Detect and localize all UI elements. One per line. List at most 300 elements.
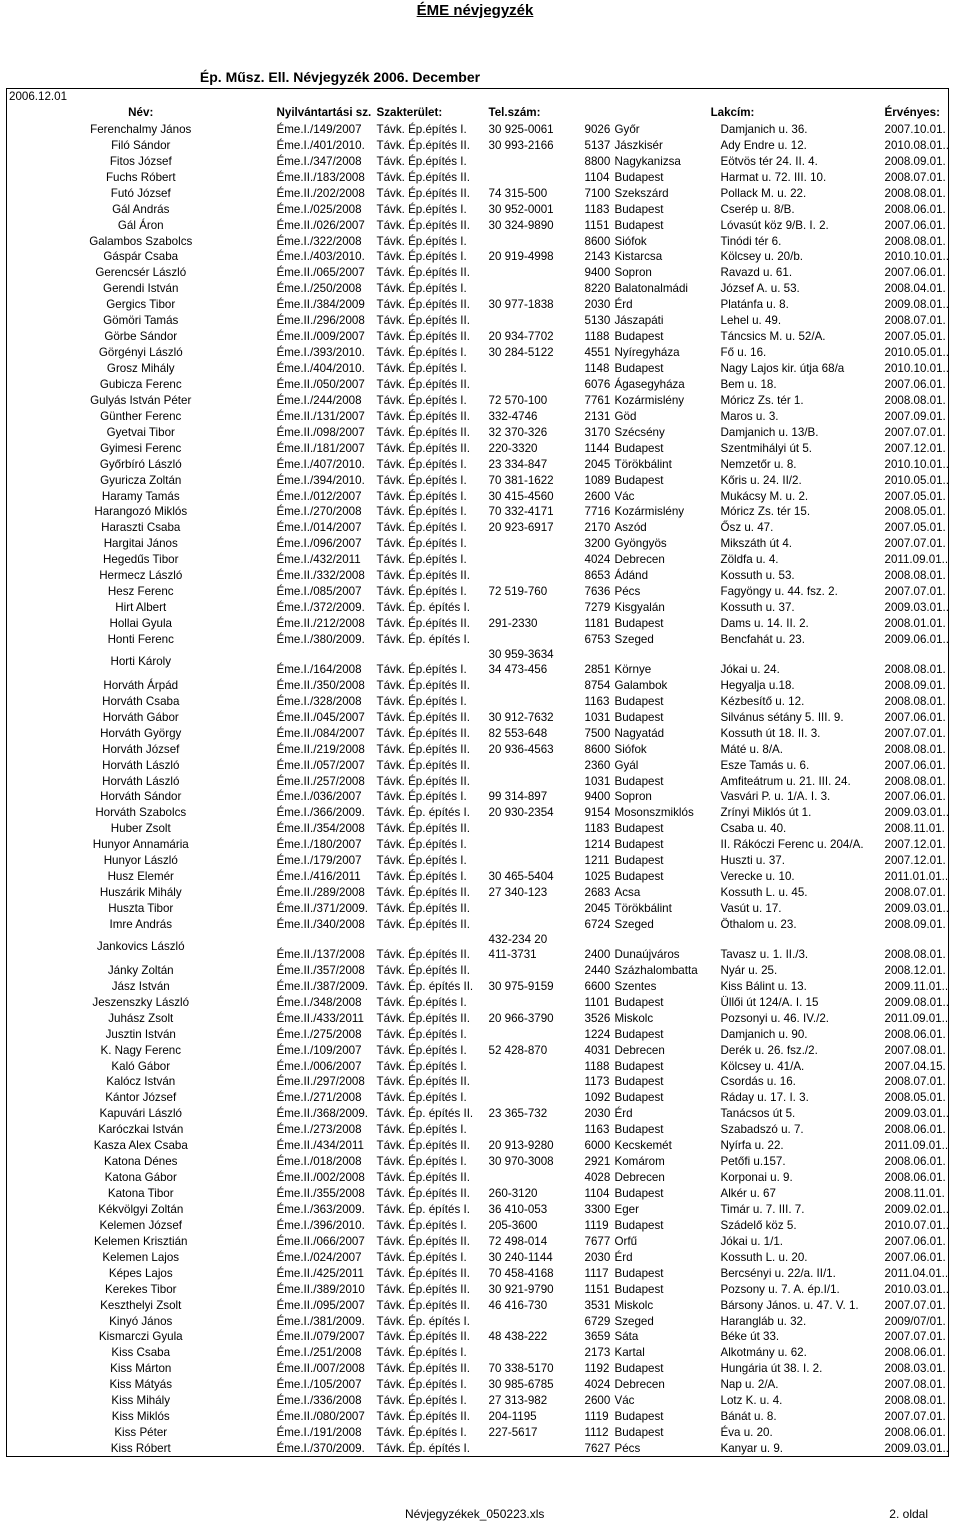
phone-number (487, 962, 583, 978)
person-name: Jász István (111, 979, 170, 993)
table-row (7, 1137, 949, 1153)
person-name: Gál Áron (117, 218, 164, 232)
specialty: Távk. Ép.építés II. (376, 1075, 470, 1089)
postal-code: 6724 (584, 917, 611, 931)
valid-until: 2009.08.01.. (884, 298, 949, 312)
person-name: Győrbíró László (99, 457, 182, 471)
registry-number: Éme.I./018/2008 (276, 1155, 362, 1169)
valid-until: 2009.03.01.. (884, 902, 949, 915)
city: Budapest (614, 774, 664, 788)
street-address: Nyár u. 25. (720, 963, 778, 977)
person-name: Hermecz László (99, 569, 183, 583)
city: Eger (614, 1202, 639, 1216)
street-address: Harmat u. 72. III. 10. (720, 170, 827, 184)
phone-number: 32 370-326 (488, 425, 548, 439)
phone-number: 30 985-6785 (488, 1378, 554, 1392)
valid-until: 2008.09.01. (884, 678, 946, 692)
street-address: Petőfi u.157. (720, 1155, 786, 1169)
valid-until: 2007.05.01. (884, 521, 946, 535)
phone-number (487, 264, 583, 280)
phone-number: 260-3120 (488, 1187, 538, 1200)
table-row (7, 820, 949, 836)
person-name: Gerendi István (103, 282, 179, 296)
phone-number: 30 240-1144 (488, 1250, 553, 1264)
phone-number: 27 313-982 (488, 1394, 548, 1408)
specialty: Távk. Ép.építés II. (376, 710, 470, 724)
table-row (7, 1281, 949, 1297)
person-name: Fuchs Róbert (105, 170, 176, 184)
street-address: Vasút u. 17. (720, 902, 782, 915)
phone-number: 99 314-897 (488, 790, 548, 804)
phone-number (487, 360, 583, 376)
specialty: Távk. Ép.építés II. (376, 617, 470, 630)
person-name: Horváth Sándor (100, 790, 182, 804)
table-row (7, 424, 949, 440)
city: Debrecen (614, 1378, 665, 1392)
city: Budapest (614, 710, 664, 724)
street-address: Szentmihályi út 5. (720, 441, 813, 455)
phone-number (487, 1074, 583, 1090)
street-address: Eötvös tér 24. II. 4. (720, 154, 818, 168)
valid-until: 2007.10.01. (884, 122, 946, 136)
valid-until: 2011.01.01.. (884, 870, 949, 884)
city: Budapest (614, 617, 664, 630)
person-name: Gömöri Tamás (103, 314, 179, 328)
city: Budapest (614, 854, 664, 868)
table-row (7, 1169, 949, 1185)
postal-code: 1224 (584, 1027, 611, 1041)
person-name: Jeszenszky László (92, 995, 190, 1009)
street-address: Móricz Zs. tér 1. (720, 393, 804, 407)
phone-number: 20 919-4998 (488, 250, 554, 264)
postal-code: 7279 (584, 601, 611, 615)
phone-number: 30 975-9159 (488, 979, 554, 993)
postal-code: 1089 (584, 473, 611, 487)
registry-number: Éme.II./131/2007 (276, 409, 365, 423)
person-name: Imre András (109, 917, 172, 931)
postal-code: 8220 (584, 282, 611, 296)
city: Siófok (614, 234, 647, 248)
city: Kozármislény (614, 393, 685, 407)
specialty: Távk. Ép.építés I. (376, 995, 467, 1009)
specialty: Távk. Ép.építés I. (376, 1091, 467, 1105)
person-name: Gerencsér László (95, 266, 187, 280)
valid-until: 2008.04.01. (884, 282, 946, 296)
registry-number: Éme.I./036/2007 (276, 790, 362, 804)
city: Budapest (614, 362, 664, 375)
person-name: Harangozó Miklós (94, 505, 188, 519)
street-address: Jókai u. 1/1. (720, 1234, 784, 1248)
registry-number: Éme.I./322/2008 (276, 234, 362, 248)
registry-number: Éme.I./407/2010. (276, 457, 365, 471)
phone-number (487, 852, 583, 868)
specialty: Távk. Ép.építés II. (376, 1298, 470, 1312)
table-row (7, 709, 949, 725)
specialty: Távk. Ép.építés I. (376, 1346, 467, 1360)
person-name: Kaló Gábor (111, 1059, 171, 1073)
street-address: Damjanich u. 90. (720, 1027, 808, 1041)
street-address: Verecke u. 10. (720, 870, 795, 884)
city: Sopron (614, 266, 652, 280)
person-name: Hargitai János (103, 537, 178, 551)
phone-number: 70 458-4168 (488, 1266, 554, 1280)
table-row (7, 153, 949, 169)
valid-until: 2007.07.01. (884, 585, 946, 599)
registry-number: Éme.I./275/2008 (276, 1027, 362, 1041)
phone-number: 205-3600 (488, 1218, 538, 1232)
postal-code: 7627 (584, 1442, 611, 1455)
registry-number: Éme.I./164/2008 (276, 662, 362, 676)
street-address: Ady Endre u. 12. (720, 138, 807, 152)
specialty: Távk. Ép.építés II. (376, 441, 470, 455)
specialty: Távk. Ép.építés II. (376, 1282, 470, 1296)
street-address: Kölcsey u. 20/b. (720, 250, 803, 264)
specialty: Távk. Ép.építés II. (376, 138, 470, 152)
table-row (7, 551, 949, 567)
phone-number (487, 820, 583, 836)
phone-number (487, 1344, 583, 1360)
specialty: Távk. Ép.építés I. (376, 854, 467, 868)
specialty: Távk. Ép.építés II. (376, 298, 470, 312)
postal-code: 7500 (584, 726, 611, 740)
table-row (7, 647, 949, 677)
street-address: Damjanich u. 36. (720, 122, 808, 136)
street-address: Csaba u. 40. (720, 822, 787, 836)
person-name: Kántor József (105, 1091, 177, 1105)
registry-number: Éme.II./095/2007 (276, 1298, 365, 1312)
person-name: Gáspár Csaba (103, 250, 179, 264)
street-address: Korponai u. 9. (720, 1171, 793, 1185)
postal-code: 9400 (584, 266, 611, 280)
phone-number (487, 567, 583, 583)
postal-code: 2173 (584, 1346, 611, 1360)
phone-number (487, 1089, 583, 1105)
street-address: Kölcsey u. 41/A. (720, 1059, 805, 1073)
table-row (7, 741, 949, 757)
city: Siófok (614, 742, 647, 756)
city: Sáta (614, 1330, 639, 1344)
phone-number (487, 1121, 583, 1137)
registry-table (6, 88, 949, 1457)
registry-number: Éme.I./393/2010. (276, 346, 365, 360)
street-address: Pozsony u. 7. A. ép.I/1. (720, 1282, 840, 1296)
phone-number: 30 415-4560 (488, 489, 554, 503)
specialty: Távk. Ép.építés I. (376, 1027, 467, 1041)
table-row (7, 962, 949, 978)
phone-number: 20 930-2354 (488, 806, 554, 820)
street-address: Derék u. 26. fsz./2. (720, 1043, 818, 1057)
postal-code: 2921 (584, 1155, 611, 1169)
postal-code: 4024 (584, 1378, 611, 1392)
valid-until: 2009.06.01.. (884, 632, 949, 646)
city: Budapest (614, 822, 664, 836)
table-row (7, 392, 949, 408)
specialty: Távk. Ép.építés I. (376, 1155, 467, 1169)
valid-until: 2007.05.01. (884, 330, 946, 344)
street-address: Táncsics M. u. 52/A. (720, 330, 826, 344)
registry-number: Éme.II./045/2007 (276, 710, 365, 724)
table-row (7, 1408, 949, 1424)
table-row (7, 693, 949, 709)
street-address: Kossuth L. u. 45. (720, 886, 808, 900)
person-name: Ferenchalmy János (90, 122, 192, 136)
street-address: Huszti u. 37. (720, 854, 785, 868)
header-row (7, 89, 949, 106)
street-address: Bencfahát u. 23. (720, 632, 805, 646)
specialty: Távk. Ép.építés II. (376, 758, 470, 772)
valid-until: 2008.06.01. (884, 1171, 946, 1185)
postal-code: 8600 (584, 742, 611, 756)
street-address: Silvánus sétány 5. III. 9. (720, 710, 844, 724)
phone-number (487, 631, 583, 647)
header-valid: Érvényes: (884, 106, 940, 119)
registry-number: Éme.I./336/2008 (276, 1394, 362, 1408)
valid-until: 2009.11.01.. (884, 979, 949, 993)
street-address: Dams u. 14. II. 2. (720, 617, 809, 630)
specialty: Távk. Ép.építés I. (376, 122, 467, 136)
street-address: Mikszáth út 4. (720, 537, 793, 551)
phone-number (487, 1058, 583, 1074)
phone-number: 82 553-648 (488, 726, 548, 740)
registry-number: Éme.II./002/2008 (276, 1171, 365, 1185)
specialty: Távk. Ép.építés I. (376, 362, 467, 375)
postal-code: 6729 (584, 1314, 611, 1328)
table-row (7, 264, 949, 280)
phone-number: 36 410-053 (488, 1202, 548, 1216)
phone-number: 30 925-0061 (488, 122, 554, 136)
valid-until: 2008.07.01. (884, 314, 946, 328)
street-address: Platánfa u. 8. (720, 298, 789, 312)
phone-number: 30 952-0001 (488, 202, 554, 216)
valid-until: 2010.07.01.. (884, 1218, 949, 1232)
table-row (7, 344, 949, 360)
postal-code: 2030 (584, 1107, 611, 1121)
street-address: Timár u. 7. III. 7. (720, 1202, 805, 1216)
city: Nagyatád (614, 726, 665, 740)
person-name: Horváth József (102, 742, 180, 756)
city: Balatonalmádi (614, 282, 688, 296)
specialty: Távk. Ép.építés II. (376, 1234, 470, 1248)
street-address: Szabadszó u. 7. (720, 1123, 804, 1137)
specialty: Távk. Ép.építés II. (376, 218, 470, 232)
person-name: Jankovics László (96, 940, 185, 954)
postal-code: 1188 (584, 1059, 610, 1073)
postal-code: 9400 (584, 790, 611, 804)
registry-number: Éme.I./366/2009. (276, 806, 365, 820)
valid-until: 2007.06.01. (884, 218, 946, 232)
phone-number (487, 1169, 583, 1185)
person-name: Képes Lajos (108, 1266, 173, 1280)
registry-number: Éme.I./085/2007 (276, 585, 362, 599)
person-name: Haraszti Csaba (101, 521, 181, 535)
table-row (7, 1185, 949, 1201)
registry-number: Éme.II./098/2007 (276, 425, 365, 439)
person-name: Kalócz István (106, 1075, 176, 1089)
table-row (7, 725, 949, 741)
postal-code: 1104 (584, 170, 610, 184)
phone-number (487, 1026, 583, 1042)
specialty: Távk. Ép.építés II. (376, 170, 470, 184)
specialty: Távk. Ép.építés I. (376, 250, 467, 264)
valid-until: 2008.09.01. (884, 917, 946, 931)
postal-code: 1119 (584, 1410, 609, 1424)
phone-number (487, 900, 583, 916)
person-name: Gergics Tibor (106, 298, 176, 312)
postal-code: 2851 (584, 662, 611, 676)
city: Kartal (614, 1346, 645, 1360)
city: Törökbálint (614, 457, 672, 471)
phone-number (487, 1440, 583, 1456)
person-name: K. Nagy Ferenc (100, 1043, 182, 1057)
person-name: Kiss Mihály (111, 1394, 171, 1408)
postal-code: 9154 (584, 806, 611, 820)
city: Ágasegyháza (614, 377, 685, 391)
registry-number: Éme.II./080/2007 (276, 1410, 365, 1424)
table-row (7, 1089, 949, 1105)
valid-until: 2007.08.01. (884, 1378, 946, 1392)
table-row (7, 472, 949, 488)
postal-code: 2045 (584, 902, 611, 915)
postal-code: 3170 (584, 425, 611, 439)
phone-number: 72 570-100 (488, 393, 548, 407)
specialty: Távk. Ép.építés II. (376, 186, 470, 200)
valid-until: 2008.06.01. (884, 202, 946, 216)
postal-code: 1214 (584, 838, 611, 852)
street-address: Móricz Zs. tér 15. (720, 505, 811, 519)
person-name: Honti Ferenc (107, 632, 174, 646)
specialty: Távk. Ép.építés II. (376, 1410, 470, 1424)
registry-number: Éme.II./026/2007 (276, 218, 365, 232)
city: Budapest (614, 330, 664, 344)
valid-until: 2008.11.01. (884, 822, 945, 836)
table-row (7, 789, 949, 805)
phone-number: 20 966-3790 (488, 1011, 554, 1025)
person-name: Hunyor László (103, 854, 178, 868)
phone-number: 432-234 20 411-3731 (488, 932, 548, 961)
valid-until: 2008.08.01. (884, 186, 946, 200)
table-row (7, 440, 949, 456)
registry-number: Éme.II./297/2008 (276, 1075, 365, 1089)
valid-until: 2008.08.01. (884, 662, 946, 676)
table-row (7, 916, 949, 932)
city: Szentes (614, 979, 657, 993)
city: Debrecen (614, 1043, 665, 1057)
phone-number: 30 284-5122 (488, 346, 554, 360)
phone-number: 30 993-2166 (488, 138, 554, 152)
valid-until: 2008.06.01. (884, 1346, 946, 1360)
valid-until: 2007.08.01. (884, 1043, 946, 1057)
city: Budapest (614, 441, 664, 455)
phone-number: 227-5617 (488, 1426, 538, 1440)
city: Dunaújváros (614, 947, 680, 961)
registry-number: Éme.I./416/2011 (276, 870, 361, 884)
specialty: Távk. Ép.építés II. (376, 314, 470, 328)
specialty: Távk. Ép. építés I. (376, 601, 470, 615)
city: Százhalombatta (614, 963, 698, 977)
person-name: Kiss Péter (114, 1426, 168, 1440)
street-address: Hungária út 38. I. 2. (720, 1362, 823, 1376)
registry-number: Éme.I./273/2008 (276, 1123, 362, 1137)
valid-until: 2008.07.01. (884, 886, 946, 900)
registry-number: Éme.I./105/2007 (276, 1378, 362, 1392)
person-name: Kapuvári László (99, 1107, 182, 1121)
person-name: Hollai Gyula (109, 617, 172, 630)
street-address: Fagyöngy u. 44. fsz. 2. (720, 585, 838, 599)
city: Gyöngyös (614, 537, 667, 551)
registry-number: Éme.I./348/2008 (276, 995, 362, 1009)
city: Miskolc (614, 1011, 654, 1025)
postal-code: 1183 (584, 202, 610, 216)
valid-until: 2010.10.01.. (884, 362, 949, 375)
postal-code: 2600 (584, 489, 611, 503)
valid-until: 2007.12.01. (884, 854, 946, 868)
registry-number: Éme.I./363/2009. (276, 1202, 365, 1216)
valid-until: 2008.03.01. (884, 1362, 946, 1376)
postal-code: 1188 (584, 330, 610, 344)
city: Sopron (614, 790, 652, 804)
city: Aszód (614, 521, 647, 535)
street-address: Fő u. 16. (720, 346, 767, 360)
header-date: 2006.12.01 (9, 90, 68, 103)
specialty: Távk. Ép.építés II. (376, 1011, 470, 1025)
person-name: Kinyó János (109, 1314, 173, 1328)
registry-number: Éme.I./006/2007 (276, 1059, 362, 1073)
valid-until: 2008.06.01. (884, 1155, 946, 1169)
valid-until: 2007.12.01. (884, 838, 946, 852)
registry-number: Éme.II./137/2008 (276, 947, 365, 961)
city: Debrecen (614, 1171, 665, 1185)
postal-code: 1117 (584, 1266, 609, 1280)
table-row (7, 1249, 949, 1265)
phone-number: 30 465-5404 (488, 870, 554, 884)
phone-number: 30 324-9890 (488, 218, 554, 232)
person-name: Filó Sándor (111, 138, 171, 152)
valid-until: 2008.12.01. (884, 963, 946, 977)
city: Vác (614, 489, 635, 503)
registry-number: Éme.II./066/2007 (276, 1234, 365, 1248)
street-address: Ráday u. 17. I. 3. (720, 1091, 809, 1105)
table-row (7, 488, 949, 504)
valid-until: 2008.06.01. (884, 1027, 946, 1041)
person-name: Kelemen József (99, 1218, 182, 1232)
phone-number (487, 535, 583, 551)
registry-number: Éme.II./340/2008 (276, 917, 365, 931)
registry-number: Éme.II./368/2009. (276, 1107, 369, 1121)
table-row (7, 773, 949, 789)
specialty: Távk. Ép.építés I. (376, 1378, 467, 1392)
postal-code: 2143 (584, 250, 611, 264)
table-row (7, 583, 949, 599)
valid-until: 2009.03.01.. (884, 1442, 949, 1455)
postal-code: 3200 (584, 537, 611, 551)
table-row (7, 169, 949, 185)
phone-number: 20 934-7702 (488, 330, 554, 344)
header-area: Szakterület: (376, 106, 443, 119)
street-address: Éva u. 20. (720, 1426, 773, 1440)
valid-until: 2009.02.01.. (884, 1202, 949, 1216)
city: Budapest (614, 1218, 664, 1232)
person-name: Görgényi László (98, 346, 183, 360)
street-address: Kossuth u. 37. (720, 601, 795, 615)
person-name: Kékvölgyi Zoltán (98, 1202, 184, 1216)
phone-number: 23 334-847 (488, 457, 548, 471)
person-name: Katona Gábor (104, 1171, 177, 1185)
street-address: Alkér u. 67 (720, 1187, 776, 1200)
person-name: Gyuricza Zoltán (100, 473, 182, 487)
phone-number: 70 338-5170 (488, 1362, 554, 1376)
registry-number: Éme.II./219/2008 (276, 742, 365, 756)
specialty: Távk. Ép.építés II. (376, 902, 470, 915)
